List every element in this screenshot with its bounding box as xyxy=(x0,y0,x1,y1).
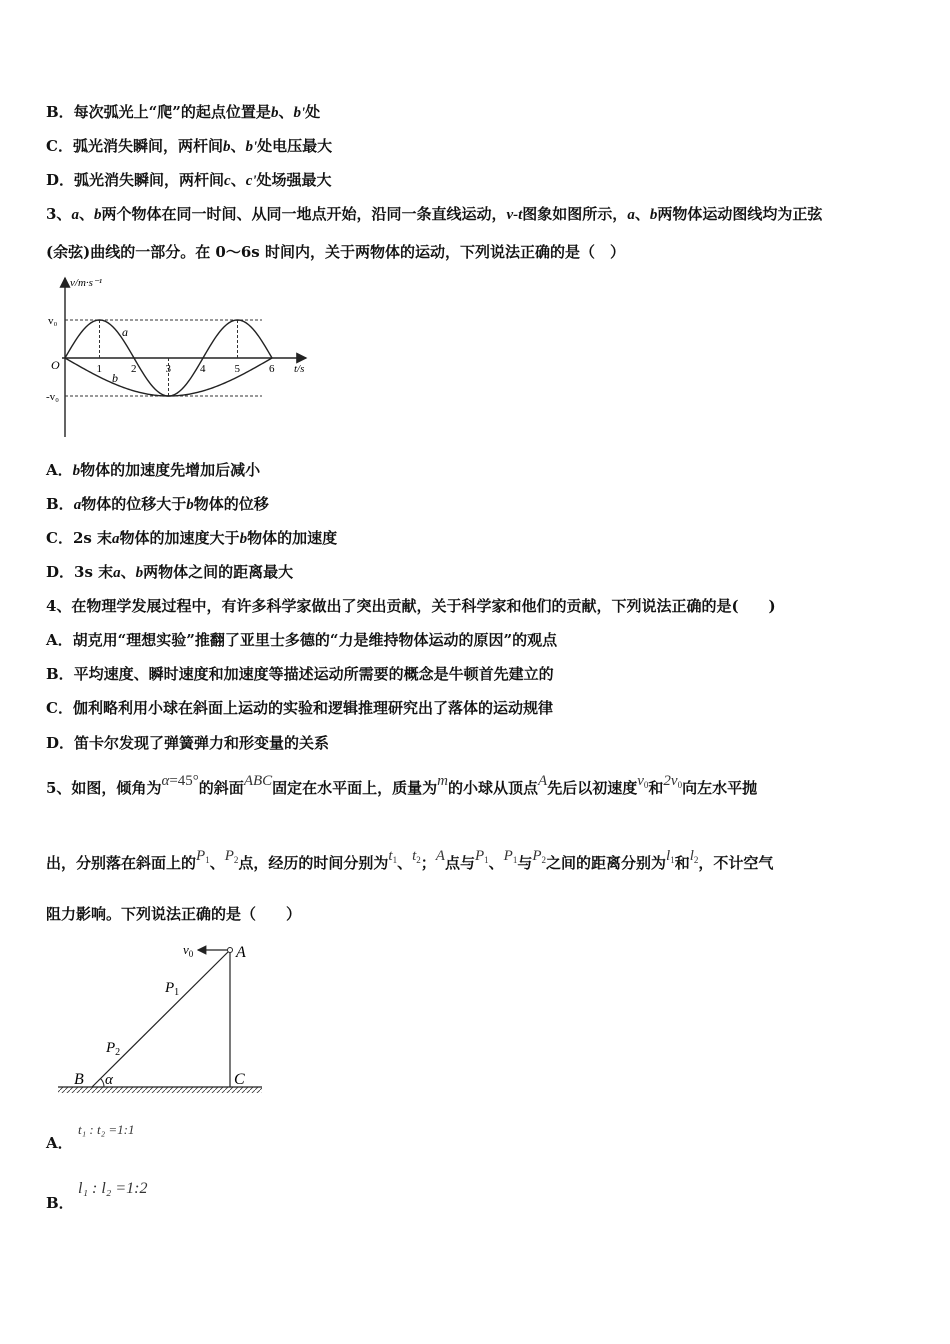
var: b xyxy=(649,207,658,223)
x-tick-1: 1 xyxy=(96,363,102,375)
var: b xyxy=(222,139,231,155)
math-v: 2v xyxy=(663,773,678,789)
math-sub: 2 xyxy=(541,855,546,865)
fig-point-p2 xyxy=(105,1040,120,1058)
stem-text: 先后以初速度 xyxy=(547,779,638,797)
math-sub: 1 xyxy=(484,855,489,865)
option-text: B．每次弧光上“爬”的起点位置是 xyxy=(46,103,271,121)
stem-text: ，不计空气 xyxy=(698,854,774,872)
math-t: t xyxy=(412,848,417,864)
q3-stem-line1 xyxy=(46,204,822,225)
math-sub: 1 xyxy=(670,855,675,865)
incline-hypotenuse xyxy=(92,950,230,1087)
sep: 、 xyxy=(78,205,94,223)
stem-text: 和 xyxy=(674,854,690,872)
math-p1 xyxy=(475,848,489,864)
option-text: 处电压最大 xyxy=(257,137,333,155)
fig-sub: 2 xyxy=(115,1047,121,1058)
option-text: 处场强最大 xyxy=(256,171,332,189)
math-p: P xyxy=(532,848,542,864)
option-text: A． xyxy=(46,461,73,479)
q5-option-b-expr: l₁ : l₂ =1:2 xyxy=(78,1180,148,1197)
x-tick-labels xyxy=(97,363,276,375)
math-p2 xyxy=(225,848,239,864)
q4-option-b: B．平均速度、瞬时速度和加速度等描述运动所需要的概念是牛顿首先建立的 xyxy=(46,665,554,683)
option-text: 处 xyxy=(305,103,321,121)
option-text: 两物体之间的距离最大 xyxy=(143,563,294,581)
stem-text: 的小球从顶点 xyxy=(448,779,539,797)
stem-text: 固定在水平面上，质量为 xyxy=(272,779,438,797)
fig-point-p1 xyxy=(164,980,179,998)
fig-angle-alpha: α xyxy=(105,1072,113,1088)
sep: 、 xyxy=(488,854,504,872)
ground-hatch xyxy=(58,1087,262,1093)
var: b xyxy=(239,531,248,547)
stem-text: 的斜面 xyxy=(198,779,244,797)
option-text: C．2s 末 xyxy=(46,529,113,547)
sep: 、 xyxy=(634,205,650,223)
math-sub: 1 xyxy=(205,855,210,865)
math-p: P xyxy=(196,848,206,864)
var: b xyxy=(135,565,144,581)
q4-option-c: C．伽利略利用小球在斜面上运动的实验和逻辑推理研究出了落体的运动规律 xyxy=(46,699,553,717)
stem-text: 点，经历的时间分别为 xyxy=(238,854,389,872)
var: b xyxy=(93,207,102,223)
math-l: l xyxy=(666,848,671,864)
angle-arc xyxy=(101,1079,105,1088)
math-p1 xyxy=(196,848,210,864)
x-tick-5: 5 xyxy=(234,363,240,375)
ball-at-a xyxy=(228,948,233,953)
fig-sub: 0 xyxy=(188,949,194,959)
curve-b-label: b xyxy=(112,371,118,385)
math-m: m xyxy=(437,773,449,789)
math-a: A xyxy=(538,773,548,789)
stem-text: 图象如图所示， xyxy=(522,205,628,223)
stem-text: 两个物体在同一时间、从同一地点开始，沿同一条直线运动， xyxy=(101,205,507,223)
x-tick-3: 3 xyxy=(165,363,171,375)
fig-point-b: B xyxy=(74,1071,84,1088)
var: b xyxy=(186,497,194,513)
math-v0 xyxy=(637,773,648,789)
q2-option-b xyxy=(46,102,320,123)
v0-tick-label: v₀ xyxy=(48,315,58,327)
fig-p: P xyxy=(106,1040,116,1056)
math-sub: 2 xyxy=(233,855,239,865)
q2-option-d xyxy=(46,170,332,191)
option-text: 物体的加速度先增加后减小 xyxy=(80,461,261,479)
q4-option-a: A．胡克用“理想实验”推翻了亚里士多德的“力是维持物体运动的原因”的观点 xyxy=(46,631,558,649)
var: a xyxy=(113,565,121,581)
var: b' xyxy=(245,139,258,155)
q5-stem-line3: 阻力影响。下列说法正确的是（ ） xyxy=(46,905,302,923)
fig-v0-label xyxy=(183,942,194,959)
var: a xyxy=(627,207,635,223)
q5-option-a-label: A． xyxy=(46,1134,73,1152)
q5-option-a-expr: t₁ : t₂ =1:1 xyxy=(78,1122,135,1137)
option-text: 物体的加速度 xyxy=(247,529,338,547)
q3-option-b xyxy=(46,494,269,515)
math-v: v xyxy=(637,773,644,789)
sep: 、 xyxy=(209,854,225,872)
sep: 、 xyxy=(120,563,136,581)
math-p: P xyxy=(224,848,234,864)
math-sub: 2 xyxy=(693,855,699,865)
stem-text: 向左水平抛 xyxy=(682,779,758,797)
math-l: l xyxy=(689,848,694,864)
x-tick-6: 6 xyxy=(269,363,275,375)
math-sub: 0 xyxy=(677,780,683,790)
math-alpha: α xyxy=(161,773,170,789)
sep: 、 xyxy=(230,171,246,189)
sep: ； xyxy=(420,854,436,872)
math-angle: =45° xyxy=(169,773,199,789)
q3-option-d xyxy=(46,562,293,583)
sep: 、 xyxy=(230,137,246,155)
stem-text: 5、如图，倾角为 xyxy=(46,779,162,797)
math-a: A xyxy=(435,848,445,864)
incline-figure xyxy=(50,930,270,1100)
q5-stem-line1 xyxy=(46,773,758,800)
var: v-t xyxy=(506,207,523,223)
math-l1 xyxy=(666,848,675,864)
vt-graph xyxy=(40,272,320,442)
fig-v: v xyxy=(183,942,189,957)
var: b xyxy=(270,105,279,121)
stem-text: 与 xyxy=(517,854,533,872)
fig-p: P xyxy=(165,980,175,996)
math-sub: 1 xyxy=(512,855,518,865)
stem-text: 之间的距离分别为 xyxy=(546,854,667,872)
stem-text: 两物体运动图线均为正弦 xyxy=(657,205,823,223)
math-abc: ABC xyxy=(243,773,273,789)
fig-point-a: A xyxy=(236,944,246,961)
math-t1 xyxy=(388,848,397,864)
math-sub: 2 xyxy=(416,855,421,865)
var: b' xyxy=(293,105,306,121)
neg-v0-tick-label: -v₀ xyxy=(46,391,59,403)
math-t: t xyxy=(388,848,393,864)
math-p2 xyxy=(532,848,546,864)
var: a xyxy=(71,207,79,223)
fig-sub: 1 xyxy=(174,987,180,998)
math-t2 xyxy=(412,848,421,864)
math-2v0 xyxy=(663,773,682,789)
q3-stem-line2: (余弦)曲线的一部分。在 0～6s 时间内，关于两物体的运动，下列说法正确的是（ ） xyxy=(46,243,625,261)
math-sub: 1 xyxy=(392,855,398,865)
var: c' xyxy=(245,173,257,189)
origin-label: O xyxy=(51,358,60,372)
stem-text: 点与 xyxy=(444,854,475,872)
option-text: 物体的位移 xyxy=(193,495,269,513)
option-text: 物体的加速度大于 xyxy=(119,529,240,547)
math-l2 xyxy=(690,848,699,864)
math-p: P xyxy=(503,848,513,864)
q4-option-d: D．笛卡尔发现了弹簧弹力和形变量的关系 xyxy=(46,734,330,752)
fig-point-c: C xyxy=(234,1071,245,1088)
q4-stem: 4、在物理学发展过程中，有许多科学家做出了突出贡献，关于科学家和他们的贡献，下列说法正确的是( ) xyxy=(46,597,776,615)
math-p: P xyxy=(474,848,485,864)
x-axis-label: t/s xyxy=(294,363,305,375)
q3-option-a xyxy=(46,460,260,481)
var: c xyxy=(224,173,231,189)
x-tick-4: 4 xyxy=(200,363,206,375)
q3-option-c xyxy=(46,528,337,549)
x-tick-2: 2 xyxy=(131,363,137,375)
q-number: 3、 xyxy=(46,205,72,223)
math-sub: 0 xyxy=(643,780,649,790)
option-text: C．弧光消失瞬间，两杆间 xyxy=(46,137,223,155)
q2-option-c xyxy=(46,136,332,157)
stem-text: 和 xyxy=(648,779,664,797)
var: b xyxy=(72,463,81,479)
var: a xyxy=(73,497,82,513)
q5-stem-line2 xyxy=(46,848,774,875)
sep: 、 xyxy=(278,103,294,121)
y-axis-label: v/m·s⁻¹ xyxy=(70,277,103,289)
option-text: 物体的位移大于 xyxy=(81,495,187,513)
curve-a-label: a xyxy=(122,325,128,339)
stem-text: 出，分别落在斜面上的 xyxy=(46,854,197,872)
q5-option-b-label: B． xyxy=(46,1194,74,1212)
sep: 、 xyxy=(397,854,413,872)
option-text: B． xyxy=(46,495,74,513)
var: a xyxy=(112,531,120,547)
math-p1 xyxy=(504,848,518,864)
option-text: D．3s 末 xyxy=(46,563,114,581)
option-text: D．弧光消失瞬间，两杆间 xyxy=(46,171,225,189)
